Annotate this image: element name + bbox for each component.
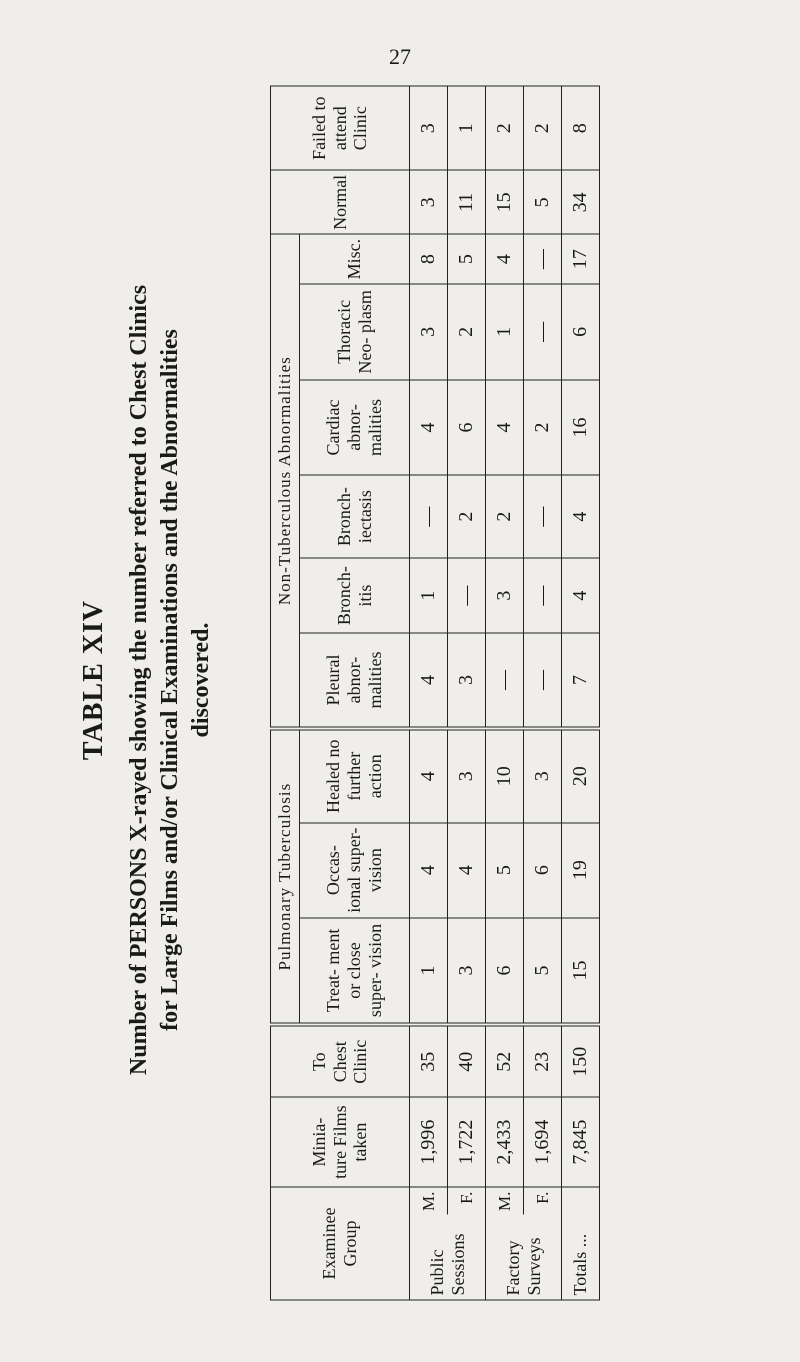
- totals-row: [562, 86, 600, 1300]
- cell-thoracic: 1: [486, 283, 524, 379]
- row-sex: F.: [448, 1187, 486, 1215]
- cell-bronchitis: —: [524, 558, 562, 633]
- cell-occas: 4: [448, 822, 486, 917]
- cell-pleural: 4: [410, 633, 448, 728]
- table-title-block: [70, 230, 260, 1130]
- cell-bronchitis: 3: [486, 558, 524, 633]
- cell-misc: 8: [410, 234, 448, 284]
- cell-occas: 5: [486, 822, 524, 917]
- cell-cardiac: 6: [448, 379, 486, 474]
- total-normal: 34: [562, 170, 600, 234]
- header-healed: Healed no further action: [300, 728, 410, 822]
- group-non-tuberculous: Non-Tuberculous Abnormalities: [271, 234, 300, 728]
- page-number: 27: [389, 44, 411, 69]
- total-cardiac: 16: [562, 379, 600, 474]
- cell-thoracic: 2: [448, 283, 486, 379]
- total-misc: 17: [562, 234, 600, 284]
- row-group-label: Factory Surveys: [486, 1214, 562, 1299]
- cell-failed: 1: [448, 86, 486, 170]
- group-pulmonary-tuberculosis: Pulmonary Tuberculosis: [271, 728, 300, 1024]
- cell-bronchitis: —: [448, 558, 486, 633]
- total-occas: 19: [562, 822, 600, 917]
- cell-clinic: 40: [448, 1024, 486, 1097]
- cell-films: 1,722: [448, 1097, 486, 1187]
- title-line-3: discovered.: [188, 622, 214, 738]
- cell-pleural: 3: [448, 633, 486, 728]
- cell-normal: 15: [486, 170, 524, 234]
- cell-healed: 3: [524, 728, 562, 822]
- cell-misc: 5: [448, 234, 486, 284]
- cell-clinic: 52: [486, 1024, 524, 1097]
- total-clinic: 150: [562, 1024, 600, 1097]
- cell-films: 1,694: [524, 1097, 562, 1187]
- cell-cardiac: 4: [486, 379, 524, 474]
- cell-failed: 3: [410, 86, 448, 170]
- header-bronchitis: Bronch- itis: [300, 558, 410, 633]
- title-line-1: Number of PERSONS X-rayed showing the number referred to Chest Clinics: [126, 284, 152, 1076]
- total-treat: 15: [562, 917, 600, 1024]
- header-misc: Misc.: [300, 234, 410, 284]
- header-failed-to-attend: Failed to attend Clinic: [271, 86, 410, 170]
- cell-cardiac: 4: [410, 379, 448, 474]
- cell-bronchiectasis: 2: [448, 475, 486, 558]
- cell-clinic: 35: [410, 1024, 448, 1097]
- total-healed: 20: [562, 728, 600, 822]
- cell-occas: 4: [410, 822, 448, 917]
- cell-bronchitis: 1: [410, 558, 448, 633]
- header-bronchiectasis: Bronch- iectasis: [300, 475, 410, 558]
- cell-bronchiectasis: —: [410, 475, 448, 558]
- cell-occas: 6: [524, 822, 562, 917]
- title-line-2: for Large Films and/or Clinical Examinations and the Abnormalities: [157, 329, 183, 1031]
- total-thoracic: 6: [562, 283, 600, 379]
- total-failed: 8: [562, 86, 600, 170]
- cell-pleural: —: [486, 633, 524, 728]
- table-row: [410, 86, 448, 1300]
- cell-bronchiectasis: —: [524, 475, 562, 558]
- cell-treat: 6: [486, 917, 524, 1024]
- cell-bronchiectasis: 2: [486, 475, 524, 558]
- table-row: [524, 86, 562, 1300]
- cell-misc: 4: [486, 234, 524, 284]
- header-occasional: Occas- ional super- vision: [300, 822, 410, 917]
- cell-treat: 3: [448, 917, 486, 1024]
- cell-healed: 10: [486, 728, 524, 822]
- header-normal: Normal: [271, 170, 410, 234]
- row-sex: M.: [410, 1187, 448, 1215]
- row-sex: F.: [524, 1187, 562, 1215]
- cell-thoracic: —: [524, 283, 562, 379]
- cell-normal: 11: [448, 170, 486, 234]
- cell-normal: 3: [410, 170, 448, 234]
- header-films-taken: Minia- ture Films taken: [271, 1097, 410, 1187]
- cell-clinic: 23: [524, 1024, 562, 1097]
- total-bronchiectasis: 4: [562, 475, 600, 558]
- cell-cardiac: 2: [524, 379, 562, 474]
- header-to-chest-clinic: To Chest Clinic: [271, 1024, 410, 1097]
- cell-pleural: —: [524, 633, 562, 728]
- header-thoracic: Thoracic Neo- plasm: [300, 283, 410, 379]
- total-films: 7,845: [562, 1097, 600, 1187]
- total-bronchitis: 4: [562, 558, 600, 633]
- cell-healed: 4: [410, 728, 448, 822]
- table-number: TABLE XIV: [78, 599, 109, 761]
- abnormalities-table: [270, 85, 600, 1300]
- cell-thoracic: 3: [410, 283, 448, 379]
- cell-healed: 3: [448, 728, 486, 822]
- header-cardiac: Cardiac abnor- malities: [300, 379, 410, 474]
- cell-films: 2,433: [486, 1097, 524, 1187]
- cell-treat: 1: [410, 917, 448, 1024]
- row-sex: M.: [486, 1187, 524, 1215]
- cell-treat: 5: [524, 917, 562, 1024]
- data-table-region: [270, 85, 600, 1300]
- total-pleural: 7: [562, 633, 600, 728]
- cell-misc: —: [524, 234, 562, 284]
- cell-failed: 2: [486, 86, 524, 170]
- cell-failed: 2: [524, 86, 562, 170]
- header-examinee-group: Examinee Group: [271, 1187, 410, 1300]
- header-treatment: Treat- ment or close super- vision: [300, 917, 410, 1024]
- table-row: [486, 86, 524, 1300]
- totals-label: Totals ...: [562, 1187, 600, 1300]
- row-group-label: Public Sessions: [410, 1214, 486, 1299]
- cell-films: 1,996: [410, 1097, 448, 1187]
- table-row: [448, 86, 486, 1300]
- header-pleural: Pleural abnor- malities: [300, 633, 410, 728]
- cell-normal: 5: [524, 170, 562, 234]
